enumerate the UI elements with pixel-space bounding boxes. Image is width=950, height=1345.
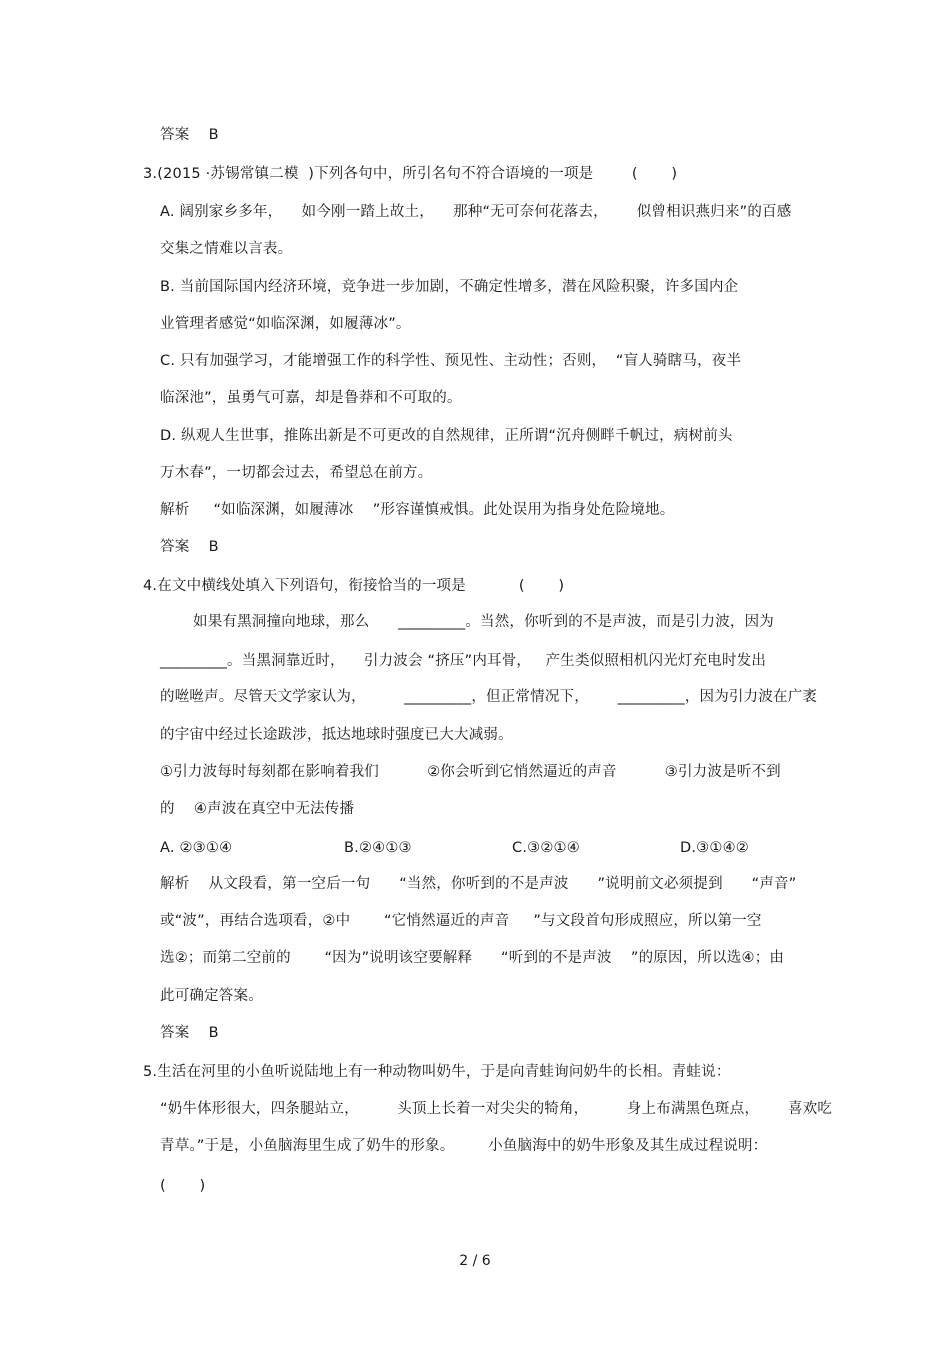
analysis-line-cont: 此可确定答案。 <box>160 988 263 1004</box>
question-3-option-c: C. 只有加强学习，才能增强工作的科学性、预见性、主动性；否则， “盲人骑瞎马，夜半 <box>160 353 742 369</box>
question-5-stem: 5.生活在河里的小鱼听说陆地上有一种动物叫奶牛，于是向青蛙询问奶牛的长相。青蛙说： <box>143 1064 731 1080</box>
question-3-option-c-cont: 临深池”，虽勇气可嘉，却是鲁莽和不可取的。 <box>160 390 462 406</box>
question-3-option-a: A. 阔别家乡多年， 如今刚一踏上故土， 那种“无可奈何花落去， 似曾相识燕归来”的百感 <box>160 204 792 220</box>
question-4-sentences-cont: 的 ④声波在真空中无法传播 <box>160 801 355 817</box>
question-5-bracket: ( ) <box>160 1178 206 1194</box>
analysis-line-cont: 选②；而第二空前的 “因为”说明该空要解释 “听到的不是声波 ”的原因，所以选④；由 <box>160 950 785 966</box>
analysis-line: 解析 “如临深渊，如履薄冰 ”形容谨慎戒惧。此处误用为指身处危险境地。 <box>160 502 675 518</box>
answer-line: 答案 B <box>160 539 219 555</box>
question-4-passage: 的咝咝声。尽管天文学家认为， _________，但正常情况下， _________，因为引力波在广袤 <box>160 689 818 705</box>
analysis-line-cont: 或“波”，再结合选项看，②中 “它悄然逼近的声音 ”与文段首句形成照应，所以第一空 <box>160 913 762 929</box>
question-4-sentences: ①引力波每时每刻都在影响着我们 ②你会听到它悄然逼近的声音 ③引力波是听不到 <box>160 764 781 780</box>
question-3-option-d: D. 纵观人生世事，推陈出新是不可更改的自然规律，正所谓“沉舟侧畔千帆过，病树前头 <box>160 428 733 444</box>
question-4-option-b: B.②④①③ <box>344 840 412 856</box>
question-4-option-c: C.③②①④ <box>512 840 580 856</box>
analysis-line: 解析 从文段看，第一空后一句 “当然，你听到的不是声波 ”说明前文必须提到 “声音” <box>160 876 797 892</box>
question-4-option-a: A. ②③①④ <box>160 840 233 856</box>
page-number: 2 / 6 <box>459 1253 491 1269</box>
answer-line: 答案 B <box>160 127 219 143</box>
question-3-option-b: B. 当前国际国内经济环境，竞争进一步加剧，不确定性增多，潜在风险积聚，许多国内企 <box>160 279 739 295</box>
question-4-stem: 4.在文中横线处填入下列语句，衔接恰当的一项是 ( ) <box>143 578 565 594</box>
question-4-passage: _________。当黑洞靠近时， 引力波会 “挤压”内耳骨， 产生类似照相机闪光灯充电时发出 <box>160 653 767 669</box>
question-3-option-d-cont: 万木春”，一切都会过去，希望总在前方。 <box>160 465 433 481</box>
question-3-option-b-cont: 业管理者感觉“如临深渊，如履薄冰”。 <box>160 316 411 332</box>
question-5-stem-cont: 青草。”于是，小鱼脑海里生成了奶牛的形象。 小鱼脑海中的奶牛形象及其生成过程说明： <box>160 1138 768 1154</box>
question-3-option-a-cont: 交集之情难以言表。 <box>160 241 293 257</box>
question-4-passage: 如果有黑洞撞向地球，那么 _________。当然，你听到的不是声波，而是引力波，因为 <box>193 614 775 630</box>
answer-line: 答案 B <box>160 1025 219 1041</box>
question-4-passage: 的宇宙中经过长途跋涉，抵达地球时强度已大大减弱。 <box>160 727 513 743</box>
question-5-stem-cont: “奶牛体形很大，四条腿站立， 头顶上长着一对尖尖的犄角， 身上布满黑色斑点， 喜欢吃 <box>160 1101 833 1117</box>
question-4-option-d: D.③①④② <box>680 840 749 856</box>
question-3-stem: 3.(2015 ·苏锡常镇二模 )下列各句中，所引名句不符合语境的一项是 ( ) <box>143 166 678 182</box>
